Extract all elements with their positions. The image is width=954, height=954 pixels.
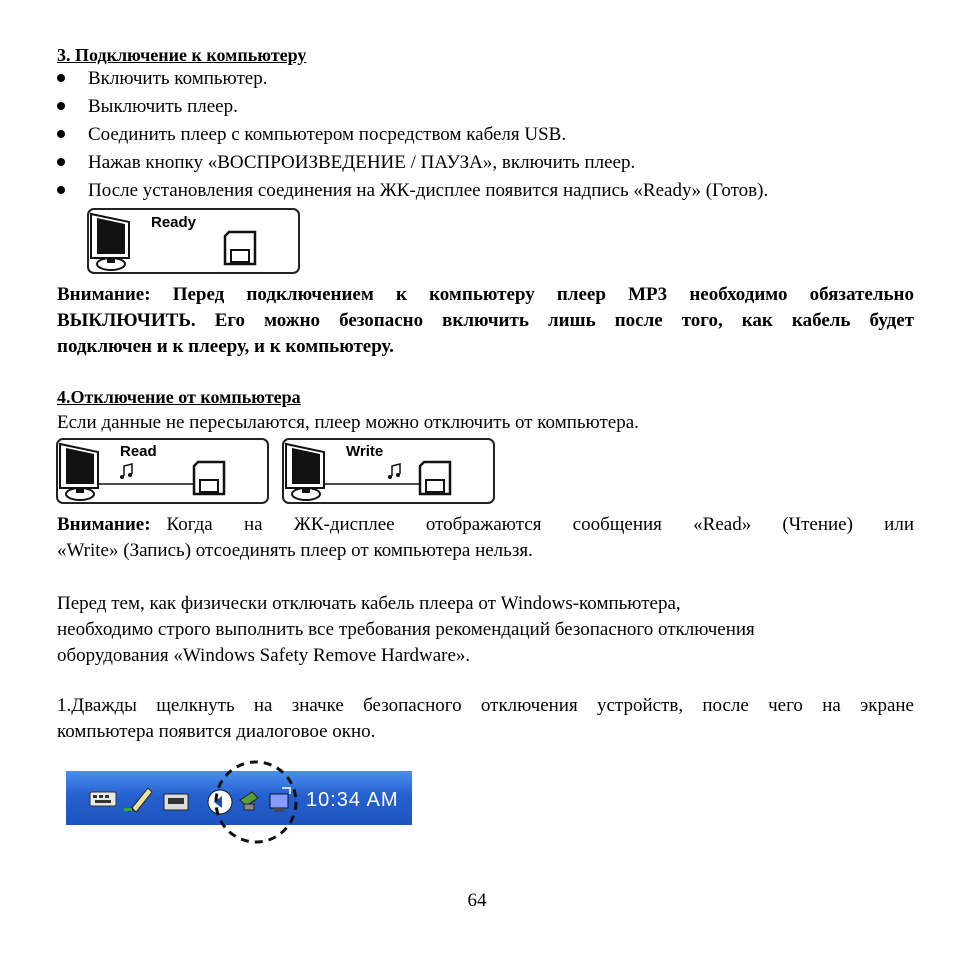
- section-4-heading: 4.Отключение от компьютера: [57, 387, 301, 407]
- pen-icon[interactable]: [124, 788, 152, 812]
- bullet-icon: [57, 130, 65, 138]
- list-item: После установления соединения на ЖК-дисплее появится надпись «Ready» (Готов).: [88, 180, 769, 201]
- warning-2-text: Когда на ЖК-дисплее отображаются сообщения «Read» (Чтение) или: [166, 514, 914, 535]
- warning-2-label: Внимание:: [57, 514, 151, 535]
- lcd-ready-display: [87, 208, 300, 274]
- network-icon[interactable]: [240, 792, 258, 810]
- step-1-line-2: компьютера появится диалоговое окно.: [57, 721, 376, 742]
- bullet-icon: [57, 74, 65, 82]
- warning-line-3: подключен и к плееру, и к компьютеру.: [57, 336, 394, 357]
- step-1-line-1: 1.Дважды щелкнуть на значке безопасного отключения устройств, после чего на экране: [57, 695, 914, 716]
- display-icon[interactable]: [164, 794, 188, 810]
- lcd-write-label: Write: [346, 443, 384, 460]
- section-3-heading: 3. Подключение к компьютеру: [57, 45, 307, 65]
- lcd-read-display: [56, 438, 269, 504]
- volume-icon[interactable]: [208, 790, 232, 814]
- warning-line-1: Внимание: Перед подключением к компьютеру плеер MP3 необходимо обязательно: [57, 284, 914, 305]
- paragraph-line-3: оборудования «Windows Safety Remove Hardware».: [57, 645, 471, 666]
- warning-2-line-1: [57, 512, 914, 538]
- list-item: Включить компьютер.: [88, 68, 268, 89]
- bullet-icon: [57, 186, 65, 194]
- lcd-write-display: [282, 438, 495, 504]
- warning-2-line-2: «Write» (Запись) отсоединять плеер от компьютера нельзя.: [57, 540, 533, 561]
- section-4-intro: Если данные не пересылаются, плеер можно отключить от компьютера.: [57, 412, 639, 433]
- paragraph-line-1: Перед тем, как физически отключать кабель плеера от Windows-компьютера,: [57, 593, 681, 614]
- lcd-read-label: Read: [120, 443, 157, 460]
- page-number: 64: [467, 890, 487, 911]
- lcd-ready-label: Ready: [151, 214, 197, 231]
- warning-line-2: ВЫКЛЮЧИТЬ. Его можно безопасно включить лишь после того, как кабель будет: [57, 310, 914, 331]
- paragraph-line-2: необходимо строго выполнить все требования рекомендаций безопасного отключения: [57, 619, 755, 640]
- bullet-icon: [57, 102, 65, 110]
- list-item: Выключить плеер.: [88, 96, 238, 117]
- list-item: Нажав кнопку «ВОСПРОИЗВЕДЕНИЕ / ПАУЗА», включить плеер.: [88, 152, 636, 173]
- bullet-icon: [57, 158, 65, 166]
- memory-card-icon: [58, 440, 267, 502]
- list-item: Соединить плеер с компьютером посредством кабеля USB.: [88, 124, 567, 145]
- memory-card-icon: [284, 440, 493, 502]
- safely-remove-hardware-icon[interactable]: [270, 788, 290, 812]
- taskbar-clock[interactable]: 10:34 AM: [306, 789, 399, 811]
- keyboard-icon[interactable]: [90, 792, 116, 806]
